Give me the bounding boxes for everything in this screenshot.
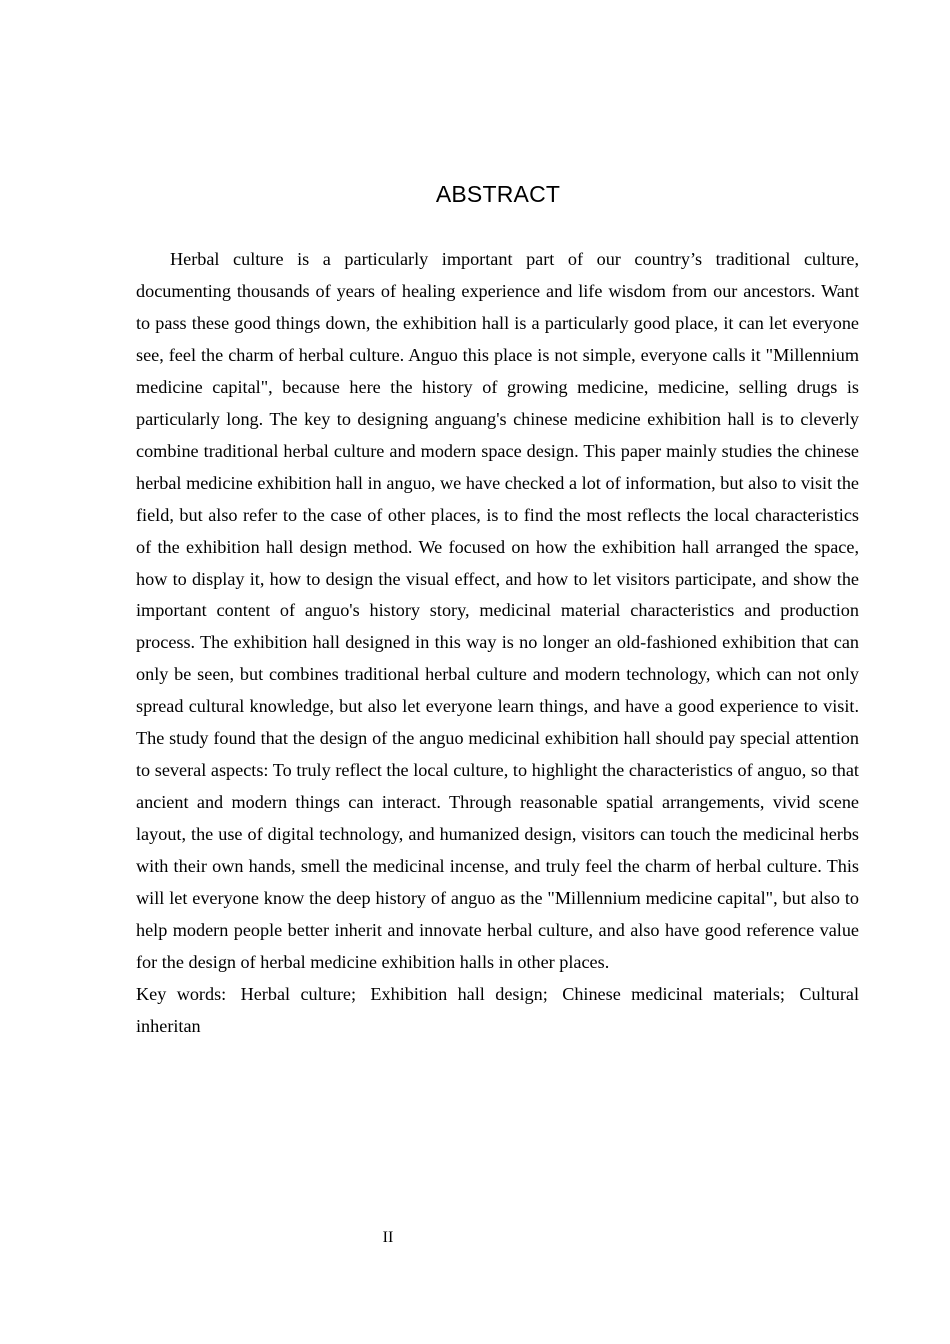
abstract-paragraph: Herbal culture is a particularly important part of our country’s traditional culture, documenting thousands of years of healing experience and life wisdom from our ancestors. Want to pass these good things down, the exhibition hall is a particularly good place, it can let everyone see, feel the charm of herbal culture. Anguo this place is not simple, everyone calls it "Millennium medicine capital", because here the history of growing medicine, medicine, selling drugs is particularly long. The key to designing anguang's chinese medicine exhibition hall is to cleverly combine traditional herbal culture and modern space design. This paper mainly studies the chinese herbal medicine exhibition hall in anguo, we have checked a lot of information, but also to visit the field, but also refer to the case of other places, is to find the most reflects the local characteristics of the exhibition hall design method. We focused on how the exhibition hall arranged the space, how to display it, how to design the visual effect, and how to let visitors participate, and show the important content of anguo's history story, medicinal material characteristics and production process. The exhibition hall designed in this way is no longer an old-fashioned exhibition that can only be seen, but combines traditional herbal culture and modern technology, which can not only spread cultural knowledge, but also let everyone learn things, and have a good experience to visit. The study found that the design of the anguo medicinal exhibition hall should pay special attention to several aspects: To truly reflect the local culture, to highlight the characteristics of anguo, so that ancient and modern things can interact. Through reasonable spatial arrangements, vivid scene layout, the use of digital technology, and humanized design, visitors can touch the medicinal herbs with their own hands, smell the medicinal incense, and truly feel the charm of herbal culture. This will let everyone know the deep history of anguo as the "Millennium medicine capital", but also to help modern people better inherit and innovate herbal culture, and also have good reference value for the design of herbal medicine exhibition halls in other places. xyxy=(136,249,859,972)
keyword-item: Exhibition hall design; xyxy=(370,983,548,1004)
keywords-line xyxy=(136,979,859,1043)
abstract-body xyxy=(136,244,859,1043)
page-number: II xyxy=(382,1229,394,1246)
keywords-label: Key words: xyxy=(136,983,227,1004)
page-title: ABSTRACT xyxy=(435,181,561,207)
keyword-item: Chinese medicinal materials; xyxy=(562,983,785,1004)
keyword-item: Herbal culture; xyxy=(240,983,357,1004)
keyword-item: Cultural inheritan xyxy=(136,983,859,1036)
